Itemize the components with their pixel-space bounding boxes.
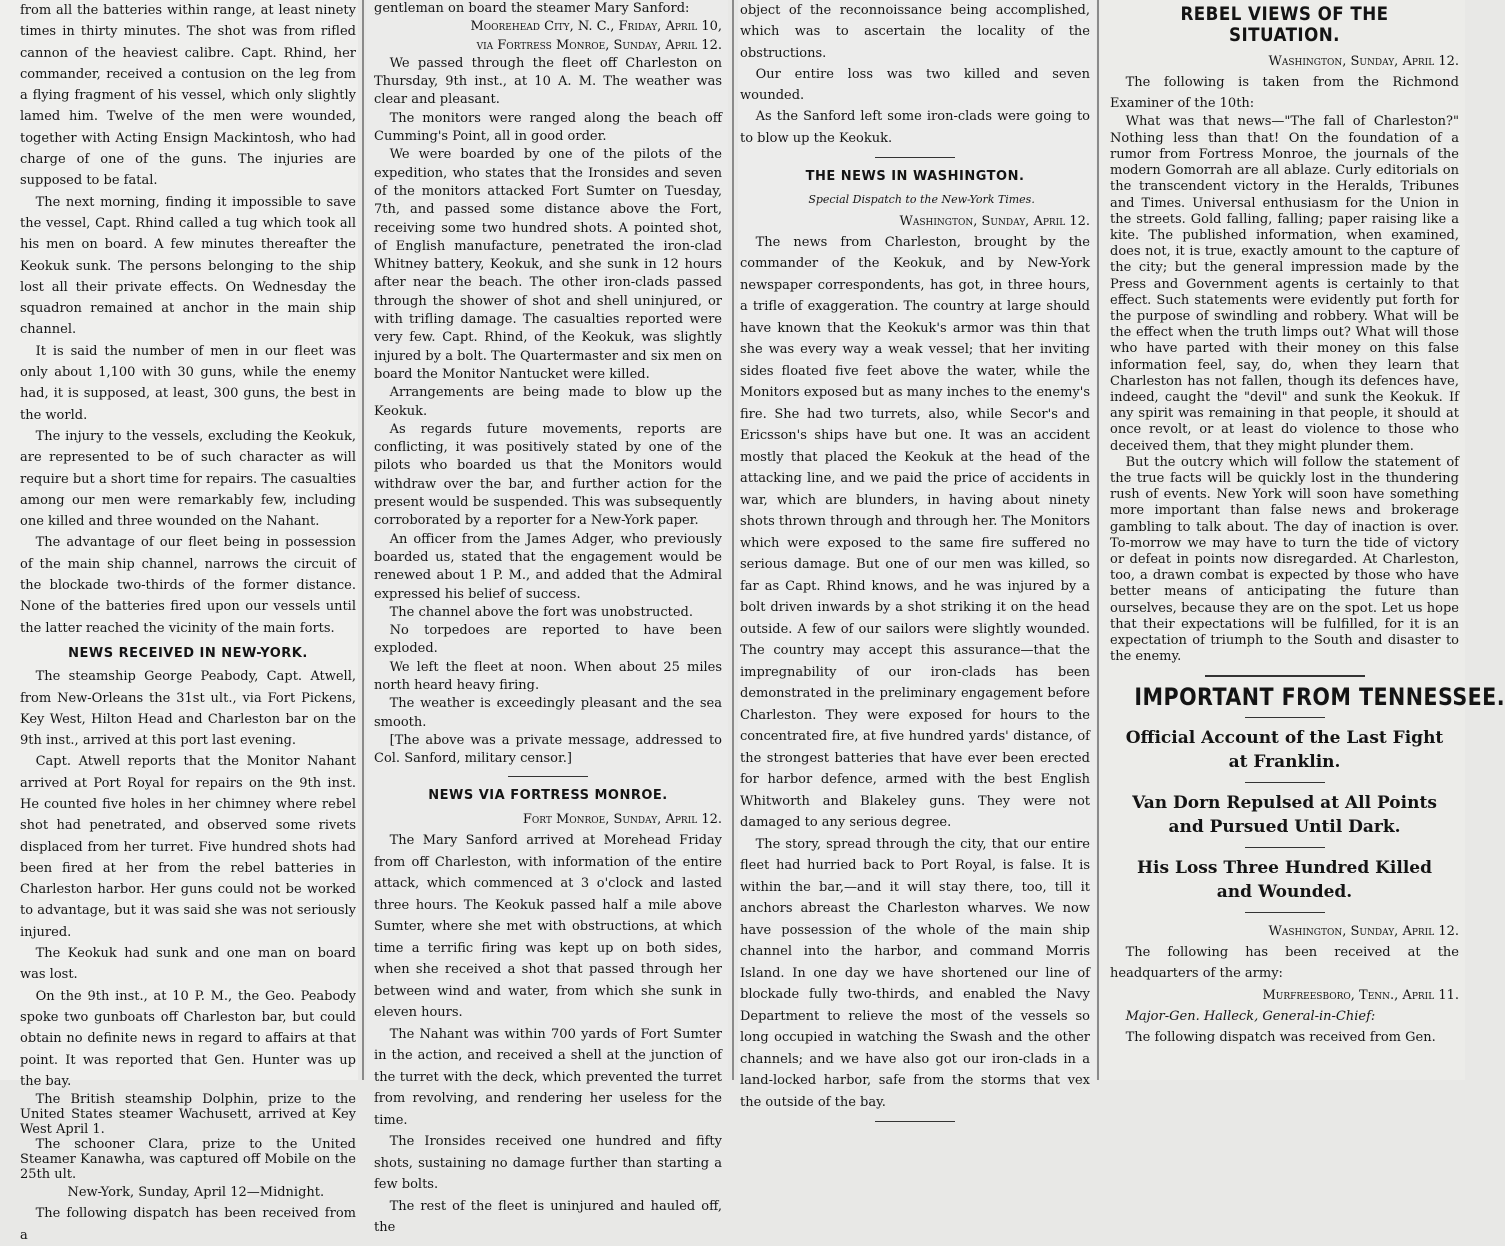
article-paragraph: The weather is exceedingly pleasant and the sea smooth. [374, 696, 722, 730]
deck-heading: His Loss Three Hundred Killed and Wounded. [1137, 857, 1432, 902]
article-paragraph: The story, spread through the city, that our entire fleet had hurried back to Port Royal, is false. It is within the bar,—and it will stay there, too, till it anchors abreast the Charleston wharves. We now have possession of the whole of the main ship channel into the harbor, and command Morris Island. In one day we have shortened our line of blockade fully two-thirds, and enabled the Navy Department to relieve the most of the vessels so long occupied in watching the Swash and the other channels; and we have also got our iron-clads in a land-locked harbor, safe from the storms that vex the outside of the bay. [740, 836, 1090, 1110]
article-paragraph: Our entire loss was two killed and seven wounded. [740, 66, 1090, 104]
headline-rebel-views: REBEL VIEWS OF THE SITUATION. [1180, 3, 1389, 47]
article-paragraph: [The above was a private message, addressed to Col. Sanford, military censor.] [374, 732, 722, 767]
column-rule [732, 0, 734, 1080]
article-paragraph: The following dispatch has been received from a [20, 1206, 356, 1243]
divider [1245, 717, 1325, 718]
article-paragraph: As regards future movements, reports are conflicting, it was positively stated by one of the pilots who boarded us that the Monitors would withdraw over the bar, and further action for the present would be suspended. This was subsequently corroborated by a reporter for a New-York paper. [374, 421, 722, 529]
article-paragraph: The British steamship Dolphin, prize to the United States steamer Wachusett, arrived at Key West April 1. [20, 1092, 356, 1138]
dateline: Murfreesboro, Tenn., April 11. [1262, 987, 1459, 1003]
article-paragraph: What was that news—"The fall of Charleston?" Nothing less than that! On the foundation of a rumor from Fortress Monroe, the journals of the modern Gomorrah are all ablaze. Curly editorials on the transcendent victory in the Heralds, Tribunes and Times. Universal enthusiasm for the Union in the streets. Gold falling, falling; paper raising like a kite. The published information, when examined, does not, it is true, exactly amount to the capture of the city; but the general impression made by the Press and Government agents is certainly to that effect. Such statements were evidently put forth for the purpose of swindling and robbery. What will be the effect when the truth limps out? What will those who have parted with their money on this false information feel, say, do, when they learn that Charleston has not fallen, though its defences have, indeed, caught the "devil" and sunk the Keokuk. If any spirit was remaining in that people, it should at once revolt, or at least do violence to those who deceived them, that they might plunder them. [1110, 114, 1459, 454]
article-paragraph: The advantage of our fleet being in possession of the main ship channel, narrows the circuit of the blockade two-thirds of the former distance. None of the batteries fired upon our vessels until the latter reached the vicinity of the main forts. [20, 535, 356, 636]
article-paragraph: The monitors were ranged along the beach off Cumming's Point, all in good order. [374, 110, 722, 145]
article-paragraph: As the Sanford left some iron-clads were going to to blow up the Keokuk. [740, 109, 1090, 146]
article-paragraph: The Keokuk had sunk and one man on board was lost. [20, 946, 356, 983]
divider [875, 1121, 955, 1122]
column-rule [362, 0, 364, 1080]
article-paragraph: An officer from the James Adger, who previously boarded us, stated that the engagement would be renewed about 1 P. M., and added that the Admiral expressed his belief of success. [374, 531, 722, 602]
divider [875, 157, 955, 158]
article-paragraph: On the 9th inst., at 10 P. M., the Geo. Peabody spoke two gunboats off Charleston bar, but could obtain no definite news in regard to affairs at that point. It was reported that Gen. Hunter was up the bay. [20, 988, 356, 1089]
byline: Special Dispatch to the New-York Times. [808, 193, 1035, 207]
article-paragraph: We were boarded by one of the pilots of the expedition, who states that the Ironsides and seven of the monitors attacked Fort Sumter on Tuesday, 7th, and passed some distance above the Fort, receiving some two hundred shots. A pointed shot, of English manufacture, penetrated the iron-clad Whitney battery, Keokuk, and she sunk in 12 hours after near the beach. The other iron-clads passed through the shower of shot and shell uninjured, or with trifling damage. The casualties reported were very few. Capt. Rhind, of the Keokuk, was slightly injured by a bolt. The Quartermaster and six men on board the Monitor Nantucket were killed. [374, 147, 722, 382]
article-paragraph: The news from Charleston, brought by the commander of the Keokuk, and by New-York newspaper correspondents, has got, in three hours, a trifle of exaggeration. The country at large should have known that the Keokuk's armor was thin that she was every way a weak vessel; that her inviting sides floated five feet above the water, while the Monitors exposed but as many inches to the enemy's fire. She had two turrets, also, while Secor's and Ericsson's ships have but one. It was an accident mostly that placed the Keokuk at the head of the attacking line, and we paid the price of accidents in war, which are blunders, in having about ninety shots thrown through and through her. The Monitors which were exposed to the same fire suffered no serious damage. But one of our men was killed, so far as Capt. Rhind knows, and he was injured by a bolt driven inwards by a shot striking it on the head outside. A few of our sailors were slightly wounded. The country may accept this assurance—that the impregnability of our iron-clads has been demonstrated in the preliminary engagement before Charleston. They were exposed for hours to the concentrated fire, at five hundred yards' distance, of the strongest batteries that have ever been erected for harbor defence, armed with the best English Whitworth and Blakeley guns. They were not damaged to any serious degree. [740, 234, 1091, 831]
section-heading: THE NEWS IN WASHINGTON. [805, 169, 1025, 185]
column-rule [1097, 0, 1099, 1080]
deck-heading: Van Dorn Repulsed at All Points and Pursued Until Dark. [1132, 792, 1437, 837]
article-paragraph: The following dispatch was received from Gen. [1125, 1030, 1436, 1046]
article-paragraph: Capt. Atwell reports that the Monitor Nahant arrived at Port Royal for repairs on the 9th inst. He counted five holes in her chimney where rebel shot had penetrated, and observed some rivets displaced from her turret. Five hundred shots had been fired at her from the rebel batteries in Charleston harbor. Her guns could not be worked to advantage, but it was said she was not seriously injured. [20, 754, 356, 940]
dateline: via Fortress Monroe, Sunday, April 12. [476, 37, 722, 53]
article-paragraph: from all the batteries within range, at least ninety times in thirty minutes. The shot was from rifled cannon of the heaviest calibre. Capt. Rhind, her commander, received a contusion on the leg from a flying fragment of his vessel, which only slightly lamed him. Twelve of the men were wounded, together with Acting Ensign Mackintosh, who had charge of one of the guns. The injuries are supposed to be fatal. [20, 3, 356, 189]
column-1 [0, 0, 358, 1243]
dateline: Fort Monroe, Sunday, April 12. [522, 811, 722, 827]
divider [508, 776, 588, 777]
article-paragraph: The Ironsides received one hundred and fifty shots, sustaining no damage further than starting a few bolts. [374, 1134, 722, 1193]
deck-heading: Official Account of the Last Fight at Franklin. [1125, 727, 1444, 772]
divider [1245, 847, 1325, 848]
article-paragraph: The following is taken from the Richmond Examiner of the 10th: [1110, 74, 1459, 112]
article-paragraph: The Mary Sanford arrived at Morehead Friday from off Charleston, with information of the entire attack, which commenced at 3 o'clock and lasted three hours. The Keokuk passed half a mile above Sumter, where she met with obstructions, at which time a terrific firing was kept up on both sides, when she received a shot that passed through her between wind and water, from which she sunk in eleven hours. [374, 833, 722, 1021]
article-paragraph: The channel above the fort was unobstructed. [389, 604, 694, 620]
address-line: Major-Gen. Halleck, General-in-Chief: [1125, 1008, 1376, 1024]
article-paragraph: gentleman on board the steamer Mary Sanford: [374, 1, 690, 16]
article-paragraph: We left the fleet at noon. When about 25 miles north heard heavy firing. [374, 659, 722, 693]
dateline: New-York, Sunday, April 12—Midnight. [67, 1185, 325, 1201]
dateline: Washington, Sunday, April 12. [1268, 53, 1459, 69]
article-paragraph: The next morning, finding it impossible to save the vessel, Capt. Rhind called a tug which took all his men on board. A few minutes thereafter the Keokuk sunk. The persons belonging to the ship lost all their private effects. On Wednesday the squadron remained at anchor in the main ship channel. [20, 194, 356, 338]
article-paragraph: We passed through the fleet off Charleston on Thursday, 9th inst., at 10 A. M. The weather was clear and pleasant. [374, 55, 722, 108]
article-paragraph: object of the reconnoissance being accomplished, which was to ascertain the locality of the obstructions. [740, 3, 1090, 61]
column-2 [366, 0, 728, 1236]
divider [1245, 912, 1325, 913]
article-paragraph: It is said the number of men in our fleet was only about 1,100 with 30 guns, while the enemy had, it is supposed, at least, 300 guns, the best in the world. [20, 343, 356, 423]
article-paragraph: But the outcry which will follow the statement of the true facts will be quickly lost in the thundering rush of events. New York will soon have something more important than false news and brokerage gambling to talk about. The day of inaction is over. To-morrow we may have to turn the tide of victory or defeat in points now disregarded. At Charleston, too, a drawn combat is expected by those who have better means of anticipating the future than ourselves, because they are on the spot. Let us hope that their expectations will be fulfilled, for it is an expectation of triumph to the South and disaster to the enemy. [1110, 454, 1459, 665]
section-heading: NEWS RECEIVED IN NEW-YORK. [68, 645, 308, 661]
dateline: Washington, Sunday, April 12. [899, 213, 1090, 229]
dateline: Washington, Sunday, April 12. [1268, 923, 1459, 939]
article-paragraph: No torpedoes are reported to have been exploded. [374, 623, 722, 657]
article-paragraph: The Nahant was within 700 yards of Fort Sumter in the action, and received a shell at the junction of the turret with the deck, which prevented the turret from revolving, and rendering her useless for the time. [374, 1026, 722, 1128]
headline-tennessee: IMPORTANT FROM TENNESSEE. [1134, 683, 1505, 712]
article-paragraph: The following has been received at the headquarters of the army: [1110, 944, 1459, 982]
column-4 [1100, 0, 1505, 1080]
divider [1205, 675, 1365, 677]
dateline: Moorehead City, N. C., Friday, April 10, [470, 19, 722, 35]
divider [1245, 782, 1325, 783]
section-heading: NEWS VIA FORTRESS MONROE. [428, 788, 668, 804]
column-3 [738, 0, 1096, 1110]
article-paragraph: The rest of the fleet is uninjured and hauled off, the [374, 1198, 722, 1236]
article-paragraph: Arrangements are being made to blow up the Keokuk. [374, 385, 722, 419]
article-paragraph: The schooner Clara, prize to the United Steamer Kanawha, was captured off Mobile on the 25th ult. [20, 1137, 356, 1183]
article-paragraph: The steamship George Peabody, Capt. Atwell, from New-Orleans the 31st ult., via Fort Pickens, Key West, Hilton Head and Charleston bar on the 9th inst., arrived at this port last evening. [20, 669, 356, 749]
article-paragraph: The injury to the vessels, excluding the Keokuk, are represented to be of such character as will require but a short time for repairs. The casualties among our men were remarkably few, including one killed and three wounded on the Nahant. [20, 428, 356, 530]
